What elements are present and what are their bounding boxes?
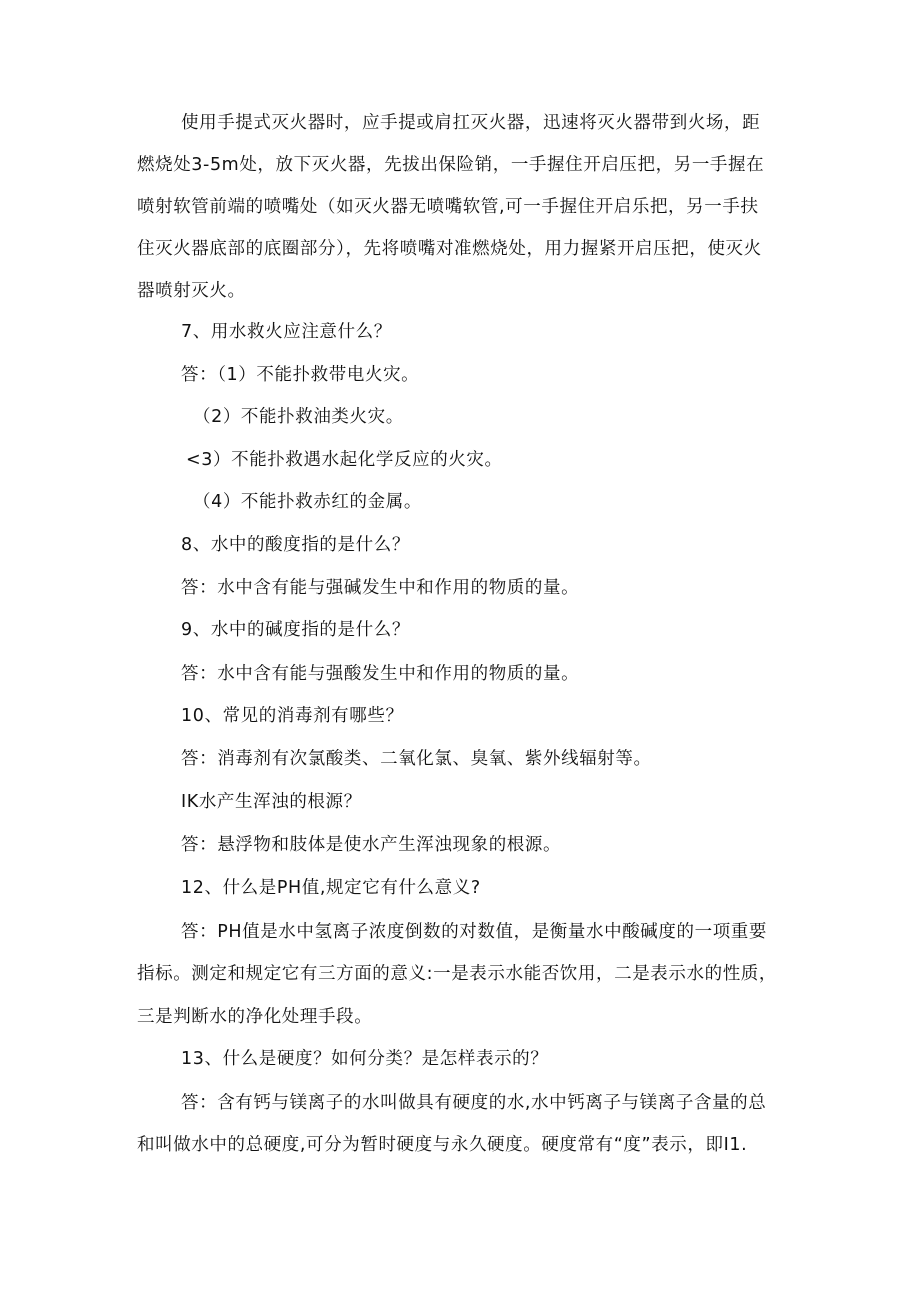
q12-answer-2: 指标。测定和规定它有三方面的意义:一是表示水能否饮用，二是表示水的性质， xyxy=(137,964,777,984)
intro-line-5: 器喷射灭火。 xyxy=(137,281,246,301)
q7-answer-3: <3）不能扑救遇水起化学反应的火灾。 xyxy=(186,450,503,470)
q12-answer-1: 答：PH值是水中氢离子浓度倒数的对数值，是衡量水中酸碱度的一项重要 xyxy=(181,922,768,942)
intro-line-2: 燃烧处3-5m处，放下灭火器，先拔出保险销，一手握住开启压把，另一手握在 xyxy=(137,155,765,175)
q11-answer: 答：悬浮物和肢体是使水产生浑浊现象的根源。 xyxy=(181,835,562,855)
q13-answer-1: 答：含有钙与镁离子的水叫做具有硬度的水,水中钙离子与镁离子含量的总 xyxy=(181,1093,767,1113)
q9-answer: 答：水中含有能与强酸发生中和作用的物质的量。 xyxy=(181,664,580,684)
q9-question: 9、水中的碱度指的是什么？ xyxy=(181,620,410,640)
q13-question: 13、什么是硬度？如何分类？是怎样表示的？ xyxy=(181,1049,549,1069)
q12-question: 12、什么是PH值,规定它有什么意义? xyxy=(181,878,481,898)
intro-line-3: 喷射软管前端的喷嘴处（如灭火器无喷嘴软管,可一手握住开启乐把，另一手扶 xyxy=(137,197,759,217)
q8-answer: 答：水中含有能与强碱发生中和作用的物质的量。 xyxy=(181,578,580,598)
q7-answer-2: （2）不能扑救油类火灾。 xyxy=(193,407,404,427)
q11-question: IK水产生浑浊的根源？ xyxy=(181,792,362,812)
q8-question: 8、水中的酸度指的是什么？ xyxy=(181,535,410,555)
q13-answer-2: 和叫做水中的总硬度,可分为暂时硬度与永久硬度。硬度常有“度”表示，即I1. xyxy=(137,1135,748,1155)
intro-line-1: 使用手提式灭火器时，应手提或肩扛灭火器，迅速将灭火器带到火场，距 xyxy=(181,113,761,133)
q10-answer: 答：消毒剂有次氯酸类、二氧化氯、臭氧、紫外线辐射等。 xyxy=(181,749,652,769)
q12-answer-3: 三是判断水的净化处理手段。 xyxy=(137,1007,373,1027)
q7-answer-1: 答：（1）不能扑救带电火灾。 xyxy=(181,365,420,385)
q7-answer-4: （4）不能扑救赤红的金属。 xyxy=(193,492,422,512)
q10-question: 10、常见的消毒剂有哪些？ xyxy=(181,706,404,726)
intro-line-4: 住灭火器底部的底圈部分），先将喷嘴对准燃烧处，用力握紧开启压把，使灭火 xyxy=(137,239,762,259)
q7-question: 7、用水救火应注意什么？ xyxy=(181,322,392,342)
